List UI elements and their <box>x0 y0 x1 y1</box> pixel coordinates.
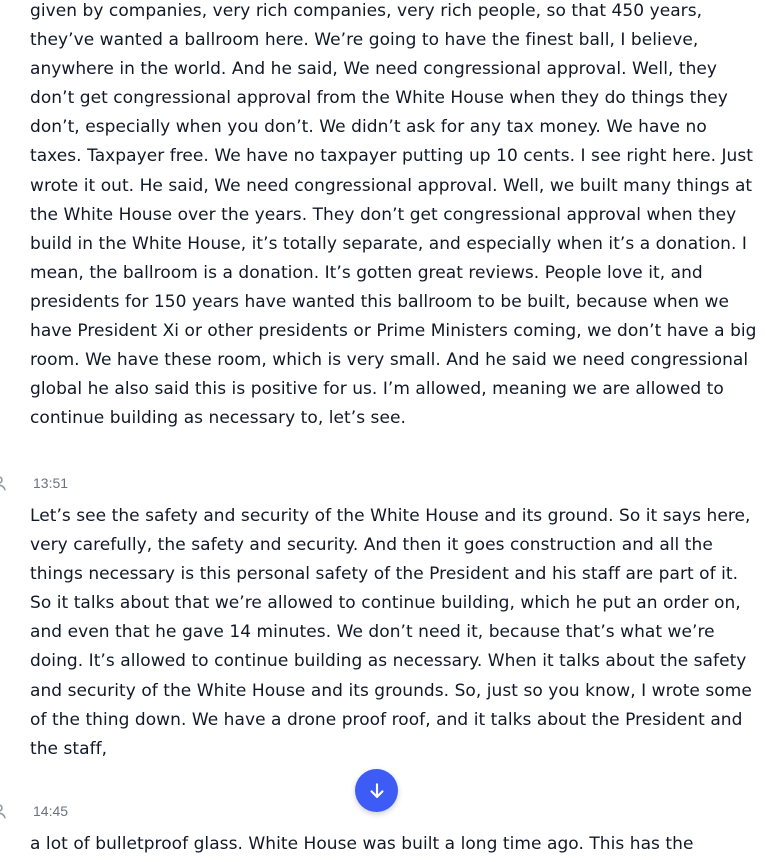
transcript-paragraph: Let’s see the safety and security of the White House and its ground. So it says here, very carefully, the safety and security. And then it goes construction and all the things necessary is this personal safety of the President and his staff are part of it. So it talks about that we’re allowed to continue building, which he put an order on, and even that he gave 14 minutes. We don’t need it, because that’s what we’re doing. It’s allowed to continue building as necessary. When it talks about the safety and security of the White House and its grounds. So, just so you know, I wrote some of the thing down. We have a drone proof roof, and it talks about the President and the staff, <box>30 506 752 759</box>
user-icon[interactable] <box>0 474 8 492</box>
transcript-paragraph: given by companies, very rich companies, very rich people, so that 450 years, they’ve wanted a ballroom here. We’re going to have the finest ball, I believe, anywhere in the world. And he said, We need congressional approval. Well, they don’t get congressional approval from the White House when they do things they don’t, especially when you don’t. We didn’t ask for any tax money. We have no taxes. Taxpayer free. We have no taxpayer putting up 10 cents. I see right here. Just wrote it out. He said, We need congressional approval. Well, we built many things at the White House over the years. They don’t get congressional approval when they build in the White House, it’s totally separate, and especially when it’s a donation. I mean, the ballroom is a donation. It’s gotten great reviews. People love it, and presidents for 150 years have wanted this ballroom to be built, because when we have President Xi or other presidents or Prime Ministers coming, we don’t have a big room. We have these room, which is very small. And he said we need congressional global he also said this is positive for us. I’m allowed, meaning we are allowed to continue building as necessary to, let’s see. <box>30 1 757 429</box>
timestamp[interactable]: 13:51 <box>33 475 69 491</box>
arrow-down-icon <box>367 781 387 801</box>
speaker-row <box>0 472 766 494</box>
timestamp[interactable]: 14:45 <box>33 803 69 819</box>
transcript-paragraph: a lot of bulletproof glass. White House was built a long time ago. This has the <box>30 834 694 854</box>
user-icon[interactable] <box>0 802 8 820</box>
scroll-to-bottom-button[interactable] <box>355 769 398 812</box>
